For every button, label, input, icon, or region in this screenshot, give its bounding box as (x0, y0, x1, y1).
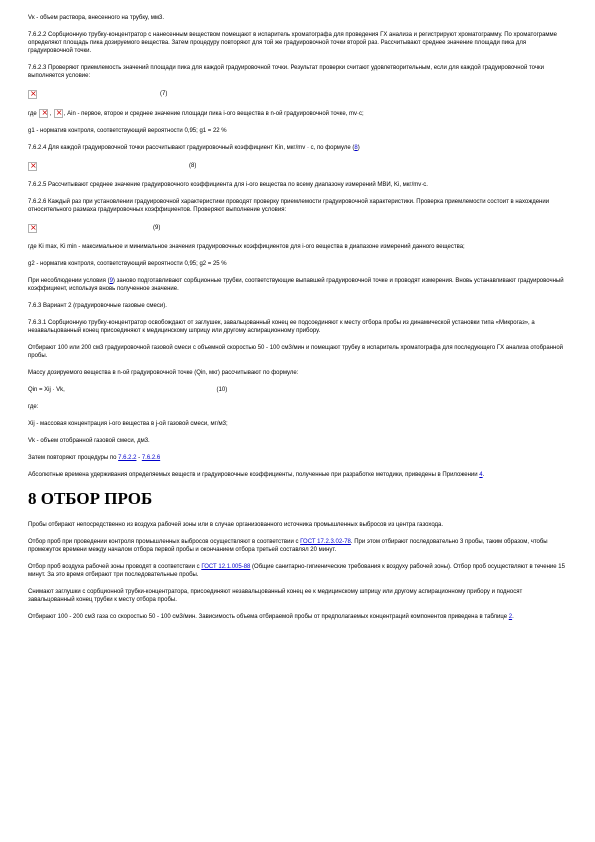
paragraph-mass-formula-intro: Массу дозируемого вещества в n-ой градуировочной точке (Qin, мкг) рассчитывают по формуле: (28, 370, 299, 377)
paragraph-sampling-gas: Отбирают 100 или 200 см3 градуировочной газовой смеси с объемной скоростью 50 - 100 см3/мин и помещают трубку в испаритель хроматографа для последующего ГХ анализа отобранной пробы. (28, 345, 564, 360)
paragraph-vk-volume: Vк - объем раствора, внесенного на трубку, мм3. (28, 15, 165, 21)
paragraph-where-ain: где × , ×, Ain - первое, второе и среднее значение площади пика i-ого вещества в n-ой градуировочной точке, mv·c; (28, 109, 567, 118)
paragraph-remove-caps: Снимают заглушки с сорбционной трубки-концентратора, присоединяют незавальцованный конец ее к медицинскому шприцу или другому аспирационному прибору и подносят завальцованный конец трубки к месту отбора пробы. (28, 589, 523, 604)
paragraph-g1: g1 - норматив контроля, соответствующий вероятности 0,95; g1 = 22 % (28, 128, 227, 135)
link-gost-17-2-3-02-78[interactable]: ГОСТ 17.2.3.02-78 (300, 539, 351, 546)
condition-fail-text: При несоблюдении условия ( (28, 278, 110, 285)
paragraph-emissions-control (28, 538, 567, 554)
paragraph-repeat-procedures (28, 454, 567, 462)
formula-7 (28, 86, 567, 102)
workzone-rest: (Общие санитарно-гигиенические требования к воздуху рабочей зоны). Отбор проб осуществляют в течение 15 минут. За это время отбирают три последовательные пробы. (28, 564, 565, 579)
paragraph-where: где: (28, 404, 39, 411)
paragraph-g2: g2 - норматив контроля, соответствующий вероятности 0,95; g2 = 25 % (28, 261, 227, 268)
link-table-2[interactable]: 2 (508, 614, 513, 621)
link-gost-12-1-005-88[interactable]: ГОСТ 12.1.005-88 (201, 564, 251, 571)
where-label: где (28, 111, 37, 118)
formula-8-number: (8) (189, 163, 197, 170)
paragraph-retention-times (28, 471, 567, 479)
link-formula-8[interactable]: 8 (354, 145, 358, 152)
formula-8 (28, 158, 567, 174)
paragraph-7-6-2-5: 7.6.2.5 Рассчитывают среднее значение градуировочного коэффициента для i-ого вещества по всему диапазону измерений МВИ, Ki, мкг/mv·c. (28, 182, 428, 189)
emissions-rest: . При этом отбирают последовательно 3 пробы, таким образом, чтобы промежуток времени между началом отбора первой пробы и окончанием отбора третьей составлял 20 минут. (28, 539, 548, 554)
paragraph-vk-gas: Vk - объем отобранной газовой смеси, дм3. (28, 438, 150, 445)
formula-9-number: (9) (153, 225, 161, 232)
retention-text: Абсолютные времена удерживания определяемых веществ и градуировочные коэффициенты, полученные при разработке методики, приведены в Приложении (28, 472, 480, 479)
paragraph-7-6-3-1: 7.6.3.1 Сорбционную трубку-концентратор освобождают от заглушек, завальцованный конец ее подсоединяют к месту отбора пробы из динамической установки типа «Микрогаз», а незавальцованный конец присоединяют к медицинскому шприцу или другому аспирационному прибору. (28, 320, 535, 335)
repeat-text: Затем повторяют процедуры по (28, 455, 119, 462)
section-heading: 8 ОТБОР ПРОБ (28, 489, 153, 509)
formula-10-number: (10) (216, 387, 228, 394)
emissions-text: Отбор проб при проведении контроля промышленных выбросов осуществляют в соответствии с (28, 539, 301, 546)
formula-8-image-icon (28, 162, 37, 171)
repeat-dash: - (136, 455, 142, 462)
gas-volume-end: . (512, 614, 514, 621)
retention-end: . (482, 472, 485, 479)
paragraph-where-kmax: где Ki max, Ki min - максимальное и минимальное значения градуировочных коэффициентов для i-ого вещества в диапазоне измерений данного вещества; (28, 244, 465, 251)
link-formula-9[interactable]: 9 (109, 278, 113, 285)
link-7-6-2-2[interactable]: 7.6.2.2 (118, 455, 137, 462)
paragraph-7-6-2-4-text: 7.6.2.4 Для каждой градуировочной точки рассчитывают градуировочный коэффициент Kin, мкг/mv · c, по формуле ( (28, 145, 355, 152)
formula-7-number: (7) (160, 91, 168, 97)
gas-volume-text: Отбирают 100 - 200 см3 газа со скоростью 50 - 100 см3/мин. Зависимость объема отбираемой пробы от предполагаемых концентраций компонентов приведена в таблице (28, 614, 509, 621)
paragraph-7-6-3: 7.6.3 Вариант 2 (градуировочные газовые смеси). (28, 303, 167, 310)
paragraph-7-6-2-3: 7.6.2.3 Проверяют приемлемость значений площади пика для каждой градуировочной точки. Результат проверки считают удовлетворительным, если для каждой градуировочной точки выполняется условие: (28, 65, 544, 79)
paragraph-7-6-2-4 (28, 144, 567, 152)
paragraph-7-6-2-2: 7.6.2.2 Сорбционную трубку-концентратор с нанесенным веществом помещают в испаритель хроматографа для проведения ГХ анализа и регистрируют хроматограмму. По хроматограмме определяют площадь пика дозируемого вещества. Затем процедуру повторяют для той же градуировочной точки второй раз. Рассчитывают среднее значение площади пика для градуировочной точки. (28, 32, 558, 54)
paragraph-gas-volume (28, 613, 567, 621)
paragraph-condition-fail (28, 277, 567, 293)
ain1-image-icon (39, 109, 48, 118)
paragraph-sampling-source: Пробы отбирают непосредственно из воздуха рабочей зоны или в случае организованного источника промышленных выбросов из центра газохода. (28, 522, 444, 529)
formula-9-image-icon (28, 224, 37, 233)
paragraph-7-6-2-6: 7.6.2.6 Каждый раз при установлении градуировочной характеристики проводят проверку приемлемости градуировочной характеристики. Проверка приемлемости состоит в нахождении относительного размаха градуировочных коэффициентов. Проверяют выполнение условия: (28, 199, 550, 214)
paragraph-xij: Xij - массовая концентрация i-ого вещества в j-ой газовой смеси, мг/м3; (28, 421, 228, 428)
link-appendix-4[interactable]: 4 (479, 472, 483, 479)
formula-10-text: Qin = Xij · Vk, (28, 387, 65, 394)
ain-definition: Ain - первое, второе и среднее значение площади пика i-ого вещества в n-ой градуировочной точке, mv·c; (67, 111, 364, 118)
link-7-6-2-6[interactable]: 7.6.2.6 (141, 455, 161, 462)
formula-7-image-icon (28, 90, 37, 99)
formula-10 (28, 386, 567, 394)
paragraph-workzone-sampling (28, 563, 567, 579)
paragraph-7-6-2-4-end: ) (357, 145, 360, 152)
ain2-image-icon (54, 109, 63, 118)
condition-fail-rest: ) заново подготавливают сорбционные трубки, соответствующие выпавшей градуировочной точке и проводят измерения. Вновь устанавливают градуировочный коэффициент, используя вновь полученное значение. (28, 278, 564, 293)
formula-9 (28, 220, 567, 236)
workzone-text: Отбор проб воздуха рабочей зоны проводят в соответствии с (28, 564, 202, 571)
